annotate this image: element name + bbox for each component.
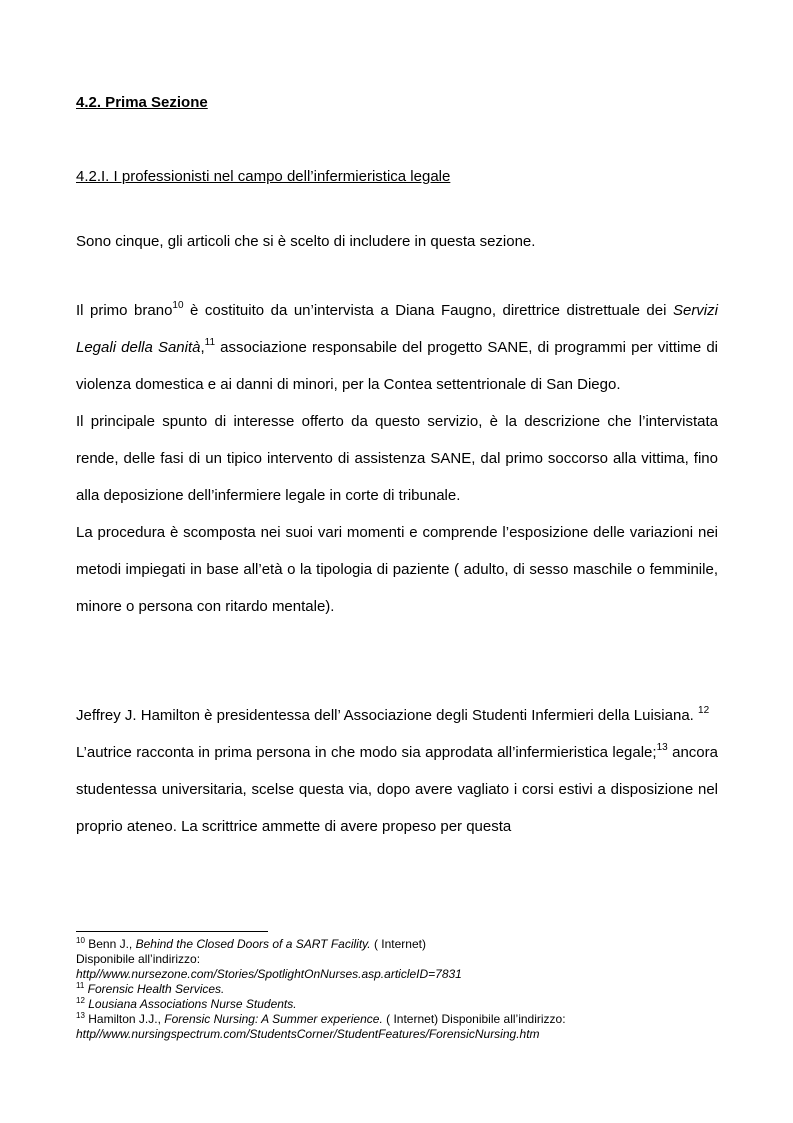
italic-organization-name: Servizi Legali della Sanità [76, 302, 718, 356]
footnote-ref-13[interactable]: 13 [656, 742, 668, 753]
footnote-10 [76, 937, 736, 952]
text-run: L’autrice racconta in prima persona in che modo sia approdata all’infermieristica legale; [76, 744, 657, 761]
footnote-ref-10[interactable]: 10 [172, 300, 184, 311]
intro-paragraph [76, 223, 718, 260]
paragraph-hamilton [76, 697, 718, 734]
footnote-ref-12[interactable]: 12 [698, 705, 710, 716]
footnote-title: Behind the Closed Doors of a SART Facility. [135, 937, 371, 951]
footnote-text: Lousiana Associations Nurse Students. [84, 997, 297, 1011]
subsection-heading: 4.2.I. I professionisti nel campo dell’infermieristica legale [76, 168, 451, 185]
text-run: ancora studentessa universitaria, scelse questa via, dopo avere vagliato i corsi estivi a disposizione nel proprio ateneo. La scrittrice ammette di avere propeso per questa [76, 744, 718, 835]
footnote-11 [76, 982, 736, 997]
footnote-13 [76, 1012, 736, 1027]
footnote-ref-11[interactable]: 11 [204, 337, 216, 348]
text-run: associazione responsabile del progetto SANE, di programmi per vittime di violenza domestica e ai danni di minori, per la Contea settentrionale di San Diego. [76, 339, 719, 393]
paragraph-diana-faugno [76, 292, 718, 403]
footnote-title: Forensic Nursing: A Summer experience. [164, 1012, 383, 1026]
body-block-second [76, 697, 718, 845]
footnote-number: 10 [76, 936, 85, 945]
footnote-number: 12 [76, 996, 85, 1005]
footnote-author: Benn J., [84, 937, 136, 951]
section-heading: 4.2. Prima Sezione [76, 94, 208, 111]
footnote-text: Forensic Health Services. [84, 982, 225, 996]
text-run: Il primo brano [76, 302, 173, 319]
intro-text: Sono cinque, gli articoli che si è scelto di includere in questa sezione. [76, 233, 536, 250]
footnote-10-line2: Disponibile all’indirizzo: [76, 952, 201, 966]
text-run: è costituito da un’intervista a Diana Faugno, direttrice distrettuale dei [183, 302, 673, 319]
footnote-source: ( Internet) Disponibile all’indirizzo: [382, 1012, 566, 1026]
paragraph-author [76, 734, 718, 845]
paragraph-interest: Il principale spunto di interesse offerto da questo servizio, è la descrizione che l’intervistata rende, delle fasi di un tipico intervento di assistenza SANE, dal primo soccorso alla vittima, fino alla deposizione dell’infermiere legale in corte di tribunale. [76, 413, 718, 504]
text-run: , [200, 339, 205, 356]
footnotes [76, 937, 736, 1042]
footnote-number: 11 [76, 981, 85, 990]
footnote-10-url-link[interactable]: http//www.nursezone.com/Stories/SpotlightOnNurses.asp.articleID=7831 [76, 967, 462, 981]
footnote-source: ( Internet) [370, 937, 426, 951]
footnote-12 [76, 997, 736, 1012]
footnote-number: 13 [76, 1011, 85, 1020]
text-run: Jeffrey J. Hamilton è presidentessa dell’ Associazione degli Studenti Infermieri della Luisiana. [76, 707, 699, 724]
paragraph-procedure: La procedura è scomposta nei suoi vari momenti e comprende l’esposizione delle variazioni nei metodi impiegati in base all’età o la tipologia di paziente ( adulto, di sesso maschile o femminile, minore o persona con ritardo mentale). [76, 524, 718, 615]
body-block-first [76, 292, 718, 625]
footnote-separator [76, 931, 268, 932]
footnote-author: Hamilton J.J., [84, 1012, 165, 1026]
footnote-13-url-link[interactable]: http//www.nursingspectrum.com/StudentsCorner/StudentFeatures/ForensicNursing.htm [76, 1027, 540, 1041]
